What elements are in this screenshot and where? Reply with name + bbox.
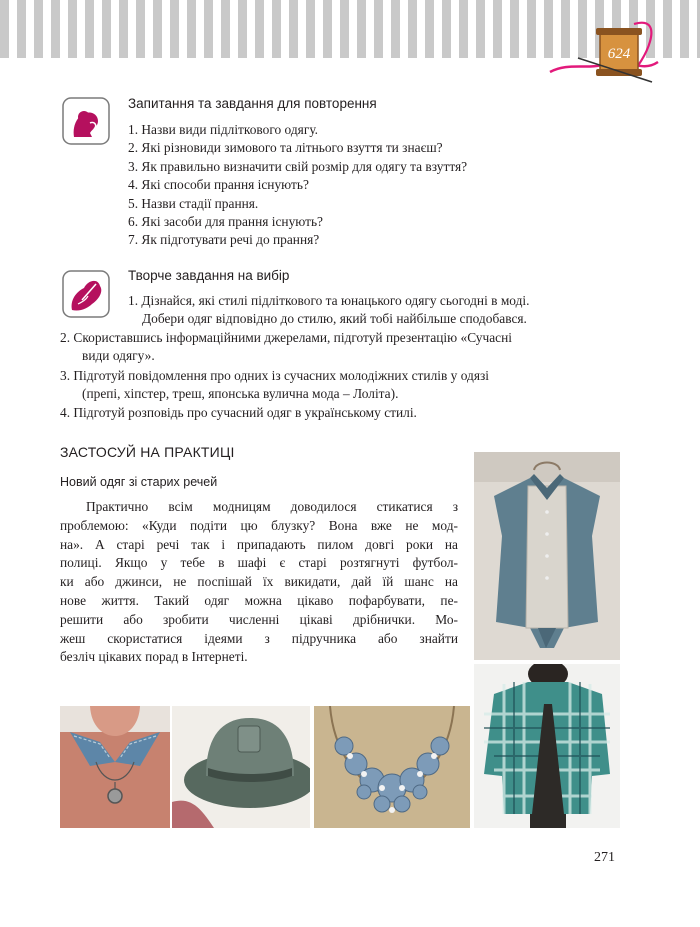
plaid-shirt-back-photo xyxy=(474,664,620,828)
logo-number: 624 xyxy=(607,46,631,62)
creative-item-2-cont: види одягу». xyxy=(82,348,155,363)
page-number: 271 xyxy=(594,850,615,865)
denim-roll-necklace-photo xyxy=(314,706,470,828)
review-list xyxy=(128,121,467,250)
creative-hand-icon xyxy=(62,270,110,318)
paragraph-line: на». А старі речі так і припадають пилом довгі роки на xyxy=(60,536,458,552)
spool-top xyxy=(596,28,642,35)
paragraph-line: полиці. Якщо у тебе в шафі є старі розтягнуті футбол- xyxy=(60,555,458,571)
paragraph-line: Практично всім модницям доводилося стикатися з xyxy=(86,499,458,514)
paragraph-line: безліч цікавих порад в Інтернеті. xyxy=(60,649,248,665)
creative-item-1: 1. Дізнайся, які стилі підліткового та юнацького одягу сьогодні в моді. xyxy=(128,293,530,308)
spool-bottom xyxy=(596,69,642,76)
creative-item-3: 3. Підготуй повідомлення про одних із сучасних молодіжних стилів у одязі xyxy=(60,368,489,383)
list-item: 7. Як підготувати речі до прання? xyxy=(128,232,320,248)
list-item: 6. Які засоби для прання існують? xyxy=(128,214,323,230)
creative-item-3-cont: (препі, хіпстер, треш, японська вулична мода – Лоліта). xyxy=(82,386,399,401)
list-item: 2. Які різновиди зимового та літнього взуття ти знаєш? xyxy=(128,140,443,156)
creative-title: Творче завдання на вибір xyxy=(128,268,290,283)
list-item: 5. Назви стадії прання. xyxy=(128,195,259,211)
section-title: ЗАСТОСУЙ НА ПРАКТИЦІ xyxy=(60,444,235,460)
subsection-title: Новий одяг зі старих речей xyxy=(60,475,218,489)
list-item: 3. Як правильно визначити свій розмір для одягу та взуття? xyxy=(128,158,468,174)
paragraph-line: ки або джинси, не поспішай їх викидати, дай їй шанс на xyxy=(60,574,458,590)
denim-lace-vest-photo xyxy=(474,452,620,660)
paragraph-line: решити або зробити численні цікаві дрібнички. Мо- xyxy=(60,611,458,627)
creative-item-1-cont: Добери одяг відповідно до стилю, який тобі найбільше сподобався. xyxy=(142,311,527,326)
list-item: 1. Назви види підліткового одягу. xyxy=(128,122,319,137)
paragraph-line: жеш скористатися ідеями з підручника або знайти xyxy=(60,630,458,646)
denim-hat-photo xyxy=(172,706,310,828)
list-item: 4. Які способи прання існують? xyxy=(128,177,309,193)
thinking-person-icon xyxy=(62,97,110,145)
creative-item-2: 2. Скориставшись інформаційними джерелами, підготуй презентацію «Сучасні xyxy=(60,330,513,345)
paragraph-line: проблемою: «Куди подіти цю блузку? Вона вже не мод- xyxy=(60,517,458,533)
creative-item-4: 4. Підготуй розповідь про сучасний одяг в українському стилі. xyxy=(60,405,417,420)
denim-collar-necklace-photo xyxy=(60,706,170,828)
spool-logo xyxy=(548,14,666,84)
review-title: Запитання та завдання для повторення xyxy=(128,96,377,111)
body-paragraph xyxy=(60,498,458,667)
paragraph-line: нове життя. Такий одяг можна цікаво пофарбувати, пе- xyxy=(60,592,458,608)
